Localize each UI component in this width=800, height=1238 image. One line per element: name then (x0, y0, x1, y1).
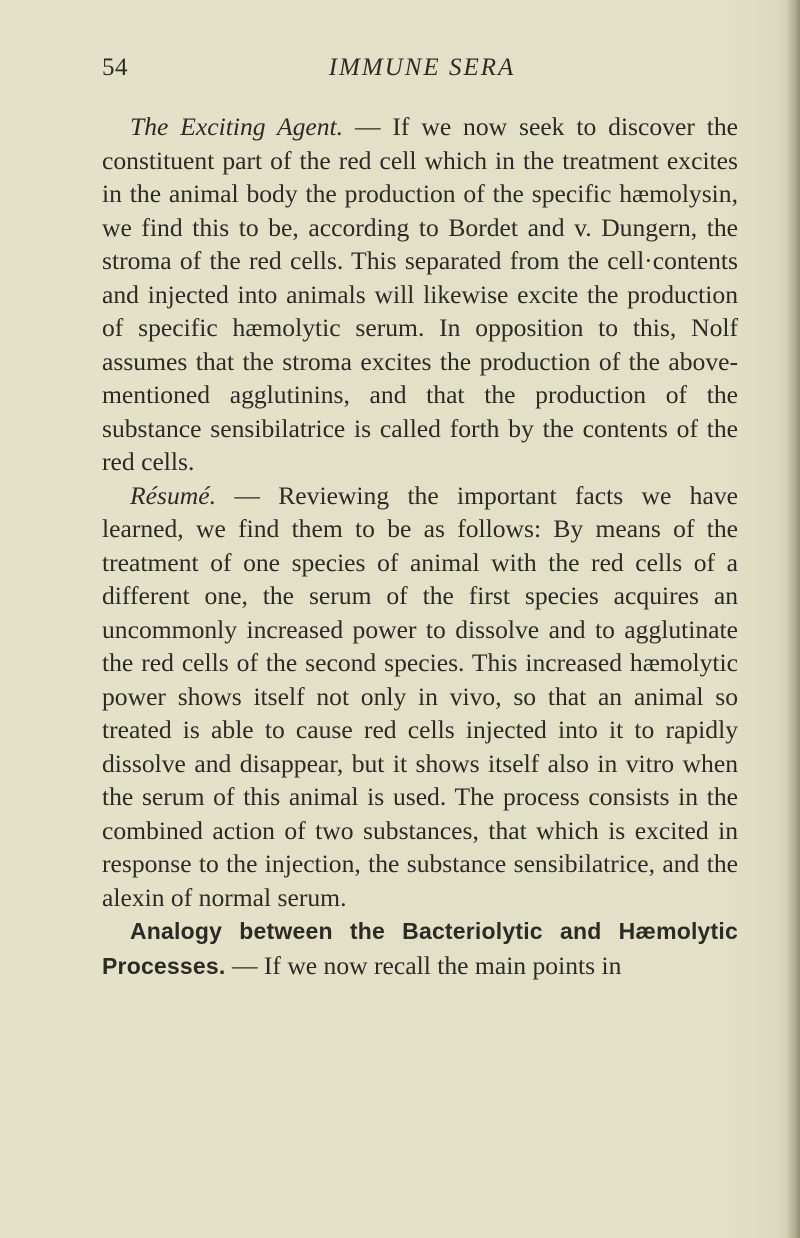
paragraph-text: — If we now recall the main points in (225, 950, 622, 980)
paragraph-heading: The Exciting Agent. (130, 112, 344, 141)
section-heading: Analogy between the Bacteriolytic and Hæmolytic Processes. (102, 918, 738, 979)
page-number: 54 (102, 54, 128, 81)
paragraph-analogy (102, 914, 738, 983)
paragraph-resume (102, 479, 738, 915)
page-edge-shadow (786, 0, 800, 1238)
paragraph-heading: Résumé. (130, 480, 216, 510)
page-header (102, 54, 710, 94)
body-text (102, 110, 738, 983)
paragraph-text: — Reviewing the important facts we have learned, we find them to be as follows: By means of the treatment of one species of animal with the red cells of a different one, the serum of the first species acquires an uncommonly increased power to dissolve and to agglutinate the red cells of the second species. This increased hæmolytic power shows itself not only in vivo, so that an animal so treated is able to cause red cells injected into it to rapidly dissolve and disappear, but it shows itself also in vitro when the serum of this animal is used. The process consists in the combined action of two substances, that which is excited in response to the injection, the substance sensibilatrice, and the alexin of normal serum. (102, 480, 738, 912)
paragraph-text: — If we now seek to discover the constituent part of the red cell which in the treatment excites in the animal body the production of the specific hæmolysin, we find this to be, according to Bordet and v. Dungern, the stroma of the red cells. This separated from the cell·contents and injected into animals will likewise excite the production of specific hæmolytic serum. In opposition to this, Nolf assumes that the stroma excites the production of the above-mentioned agglutinins, and that the production of the substance sensibilatrice is called forth by the contents of the red cells. (102, 112, 738, 476)
running-head: IMMUNE SERA (328, 54, 516, 81)
paragraph-exciting-agent (102, 110, 738, 479)
